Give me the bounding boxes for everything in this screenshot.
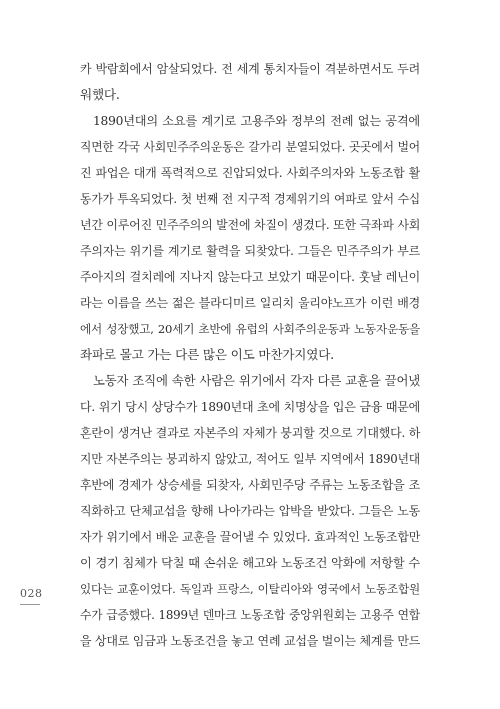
text-line: 워했다. <box>80 87 120 102</box>
body-text <box>80 56 420 654</box>
paragraph <box>80 108 420 368</box>
text-line: 라는 이름을 쓰는 젊은 블라디미르 일리치 울리야노프가 이런 배경 <box>80 296 420 310</box>
text-line: 후반에 경제가 상승세를 되찾자, 사회민주당 주류는 노동조합을 조 <box>80 478 420 492</box>
page-number-rule <box>20 604 40 605</box>
text-line: 이 경기 침체가 닥칠 때 손쉬운 해고와 노동조건 악화에 저항할 수 <box>80 556 420 570</box>
text-line: 주의자는 위기를 계기로 활력을 되찾았다. 그들은 민주주의가 부르 <box>80 244 420 258</box>
text-line: 카 박람회에서 암살되었다. 전 세계 통치자들이 격분하면서도 두려 <box>80 62 420 76</box>
text-line: 진 파업은 대개 폭력적으로 진압되었다. 사회주의자와 노동조합 활 <box>80 166 420 180</box>
text-line: 수가 급증했다. 1899년 덴마크 노동조합 중앙위원회는 고용주 연합 <box>80 608 420 622</box>
text-line: 지만 자본주의는 붕괴하지 않았고, 적어도 일부 지역에서 1890년대 <box>80 452 420 466</box>
text-line: 을 상대로 임금과 노동조건을 놓고 연례 교섭을 벌이는 체계를 만드 <box>80 634 421 648</box>
text-line: 1890년대의 소요를 계기로 고용주와 정부의 전례 없는 공격에 <box>93 114 420 128</box>
text-line: 직화하고 단체교섭을 향해 나아가라는 압박을 받았다. 그들은 노동 <box>80 504 420 518</box>
text-line: 있다는 교훈이었다. 독일과 프랑스, 이탈리아와 영국에서 노동조합원 <box>80 582 420 596</box>
text-line: 주아지의 걸치레에 지나지 않는다고 보았기 때문이다. 훗날 레닌이 <box>80 270 420 284</box>
page-number: 028 <box>20 587 43 600</box>
paragraph <box>80 368 420 654</box>
text-line: 직면한 각국 사회민주주의운동은 갈가리 분열되었다. 곳곳에서 벌어 <box>80 140 420 154</box>
text-line: 에서 성장했고, 20세기 초반에 유럽의 사회주의운동과 노동자운동을 <box>80 322 420 336</box>
text-line: 다. 위기 당시 상당수가 1890년대 초에 치명상을 입은 금융 때문에 <box>80 400 420 414</box>
text-line: 노동자 조직에 속한 사람은 위기에서 각자 다른 교훈을 끌어냈 <box>93 373 420 388</box>
text-line: 년간 이루어진 민주주의의 발전에 차질이 생겼다. 또한 극좌파 사회 <box>80 218 421 232</box>
text-line: 좌파로 몰고 가는 다른 많은 이도 마찬가지였다. <box>80 347 334 362</box>
text-line: 혼란이 생겨난 결과로 자본주의 자체가 붕괴할 것으로 기대했다. 하 <box>80 426 421 440</box>
paragraph <box>80 56 420 108</box>
text-line: 자가 위기에서 배운 교훈을 끌어낼 수 있었다. 효과적인 노동조합만 <box>80 530 421 544</box>
text-line: 동가가 투옥되었다. 첫 번째 전 지구적 경제위기의 여파로 앞서 수십 <box>80 192 420 206</box>
